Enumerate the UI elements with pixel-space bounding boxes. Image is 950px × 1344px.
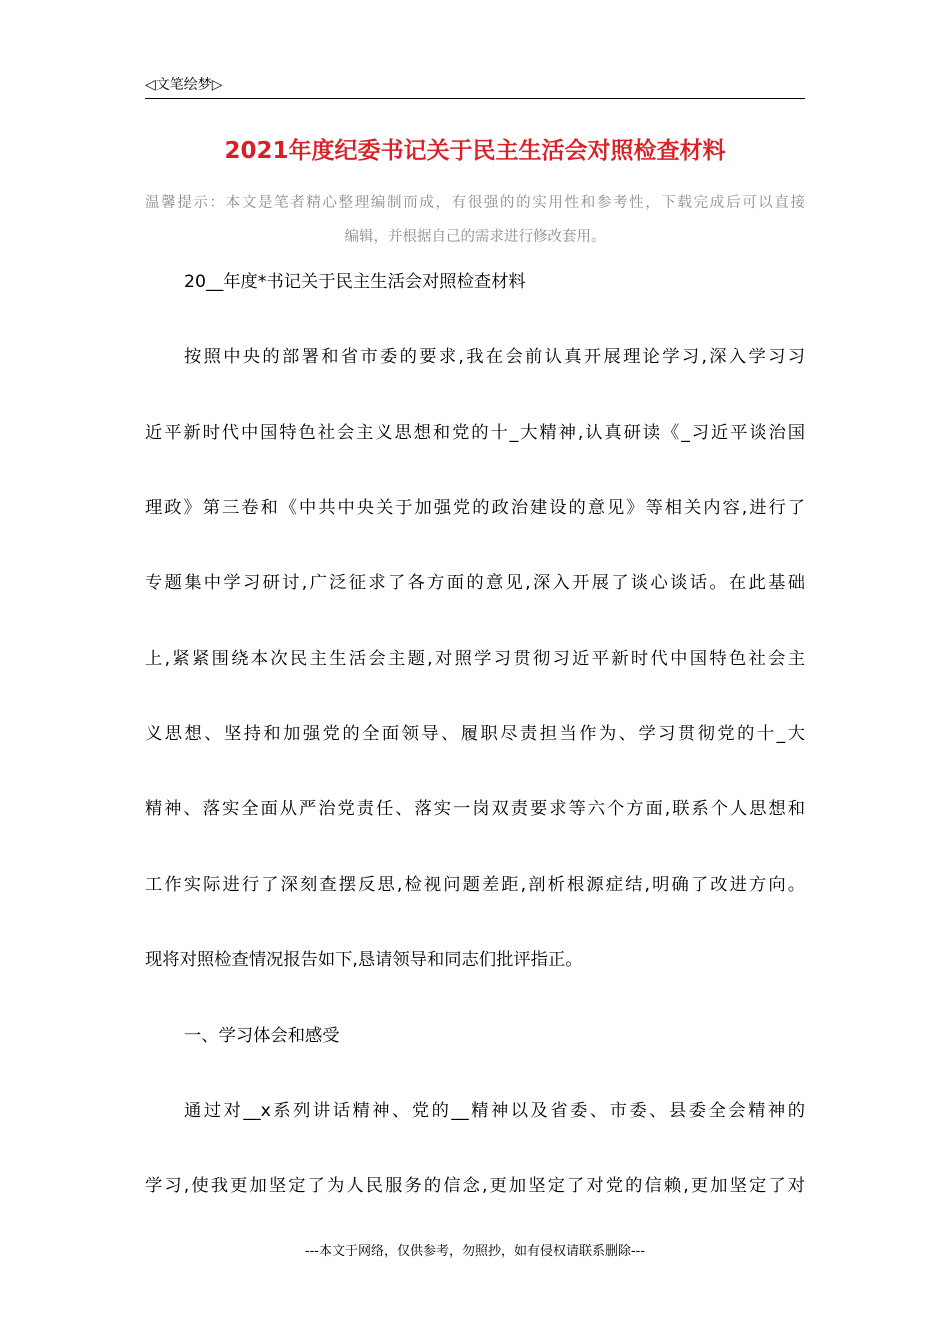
section-1-heading: 一、学习体会和感受 xyxy=(184,1026,340,1046)
document-title: 2021年度纪委书记关于民主生活会对照检查材料 xyxy=(224,138,726,164)
paragraph-1-line: 义思想、坚持和加强党的全面领导、履职尽责担当作为、学习贯彻党的十_大 xyxy=(145,724,805,744)
document-subtitle: 20__年度*书记关于民主生活会对照检查材料 xyxy=(184,272,526,292)
page-header xyxy=(145,74,805,99)
footer-notice: ---本文于网络，仅供参考，勿照抄，如有侵权请联系删除--- xyxy=(304,1244,646,1259)
header-brand: ◁文笔绘梦▷ xyxy=(145,77,223,93)
paragraph-1-line: 按照中央的部署和省市委的要求,我在会前认真开展理论学习,深入学习习 xyxy=(184,347,805,367)
tip-line-1: 温馨提示：本文是笔者精心整理编制而成，有很强的的实用性和参考性，下载完成后可以直接 xyxy=(145,195,805,211)
paragraph-1-line: 理政》第三卷和《中共中央关于加强党的政治建设的意见》等相关内容,进行了 xyxy=(145,498,805,518)
paragraph-1-line: 精神、落实全面从严治党责任、落实一岗双责要求等六个方面,联系个人思想和 xyxy=(145,799,805,819)
paragraph-2-line: 学习,使我更加坚定了为人民服务的信念,更加坚定了对党的信赖,更加坚定了对 xyxy=(145,1176,805,1196)
tip-notice xyxy=(145,186,805,254)
paragraph-1-line: 近平新时代中国特色社会主义思想和党的十_大精神,认真研读《_习近平谈治国 xyxy=(145,423,805,443)
paragraph-1-line: 上,紧紧围绕本次民主生活会主题,对照学习贯彻习近平新时代中国特色社会主 xyxy=(145,649,805,669)
paragraph-1-line: 工作实际进行了深刻查摆反思,检视问题差距,剖析根源症结,明确了改进方向。 xyxy=(145,875,805,895)
paragraph-2-line: 通过对__x系列讲话精神、党的__精神以及省委、市委、县委全会精神的 xyxy=(184,1101,805,1121)
tip-line-2: 编辑，并根据自己的需求进行修改套用。 xyxy=(344,229,606,245)
paragraph-1-line: 现将对照检查情况报告如下,恳请领导和同志们批评指正。 xyxy=(145,950,583,970)
paragraph-1-line: 专题集中学习研讨,广泛征求了各方面的意见,深入开展了谈心谈话。在此基础 xyxy=(145,573,805,593)
